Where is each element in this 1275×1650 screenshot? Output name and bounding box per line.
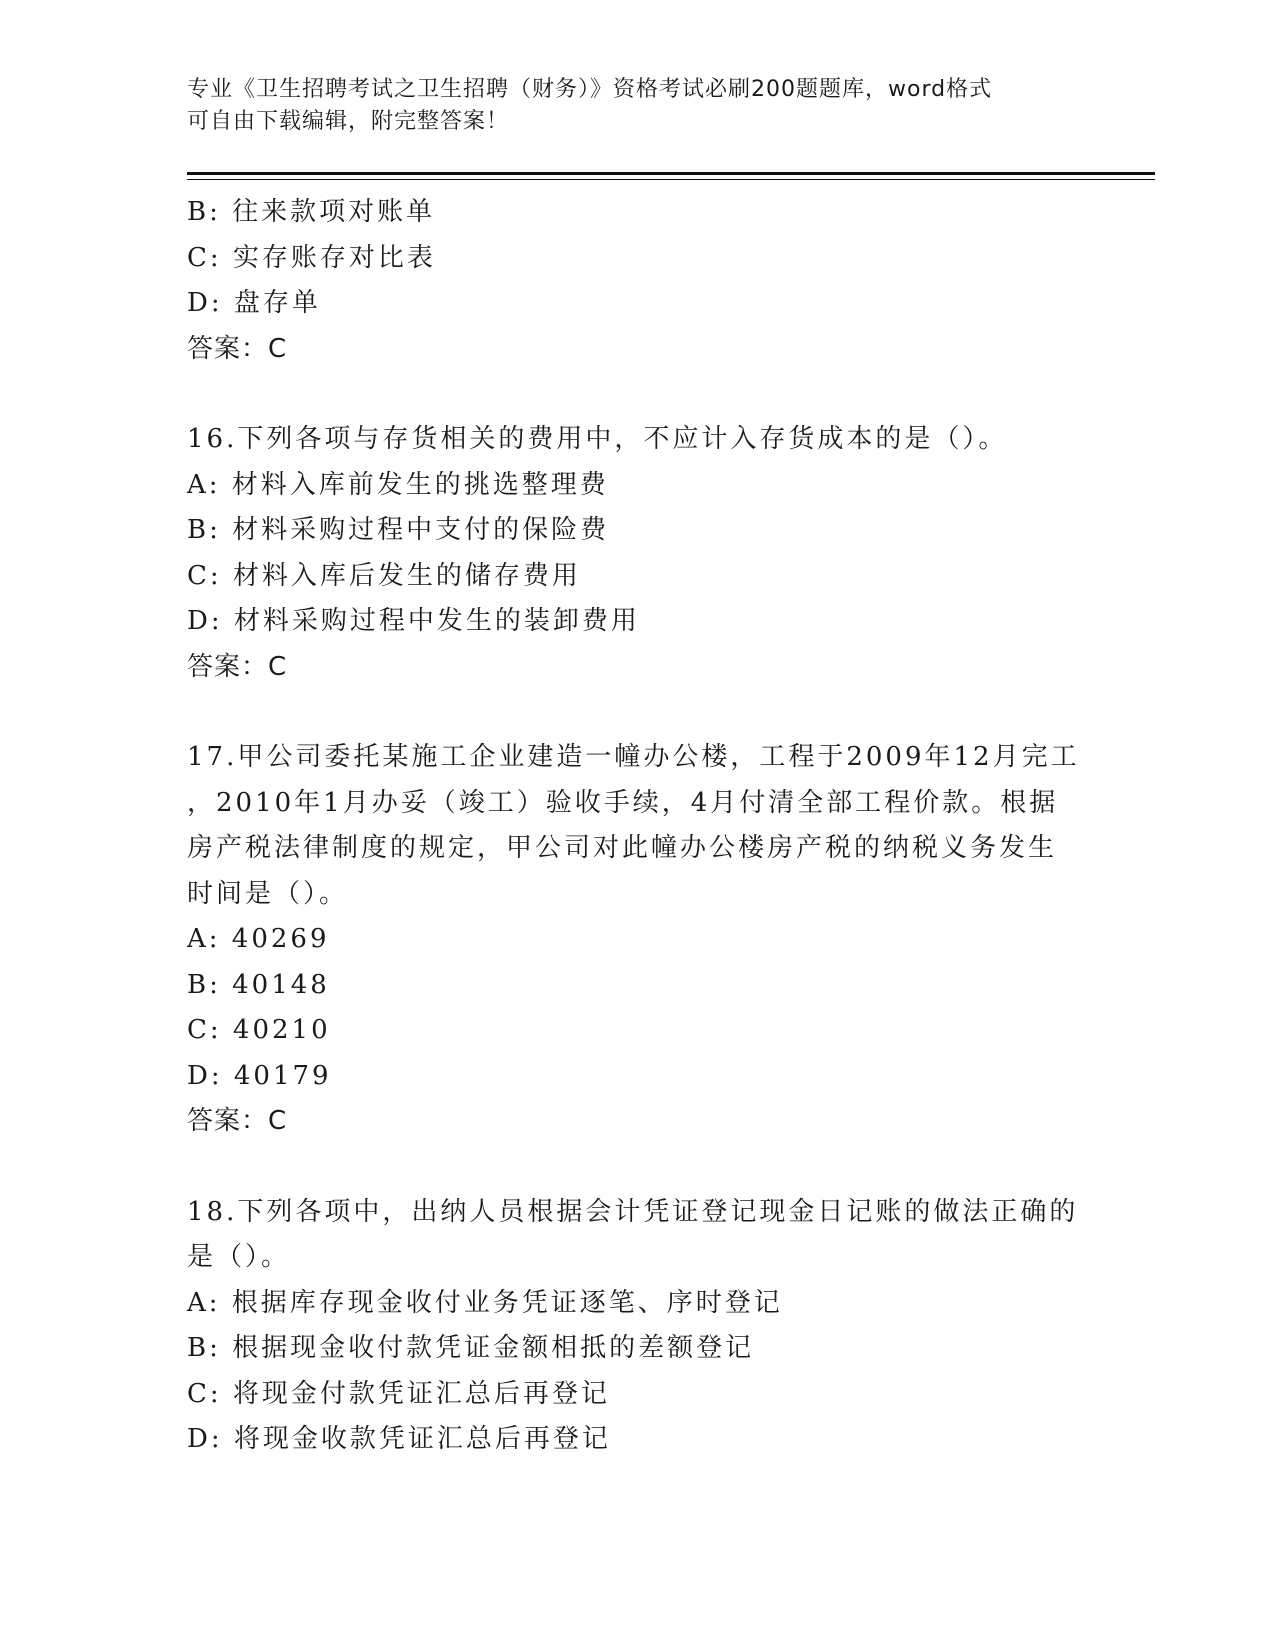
question-stem-line: 时间是（）。: [187, 878, 349, 909]
question-17: [187, 735, 1087, 1145]
option-d: D: 40179: [187, 1060, 332, 1091]
option-a: A: 根据库存现金收付业务凭证逐笔、序时登记: [187, 1287, 783, 1318]
option-c: C: 将现金付款凭证汇总后再登记: [187, 1378, 610, 1409]
question-stem-line: 16.下列各项与存货相关的费用中，不应计入存货成本的是（）。: [187, 424, 1008, 454]
question-stem-line: 18.下列各项中，出纳人员根据会计凭证登记现金日记账的做法正确的: [187, 1196, 1079, 1227]
header-line-2: 可自由下载编辑，附完整答案！: [187, 109, 510, 134]
option-d: D: 材料采购过程中发生的装卸费用: [187, 606, 640, 636]
option-a: A: 40269: [187, 924, 330, 954]
option-c: C: 40210: [187, 1015, 331, 1045]
answer-line: 答案：C: [187, 1106, 288, 1136]
option-b: B: 根据现金收付款凭证金额相抵的差额登记: [187, 1333, 755, 1363]
option-d: D: 将现金收款凭证汇总后再登记: [187, 1424, 611, 1454]
option-b: B: 往来款项对账单: [187, 197, 436, 227]
question-stem-line: 17.甲公司委托某施工企业建造一幢办公楼，工程于2009年12月完工: [187, 742, 1080, 772]
option-b: B: 40148: [187, 969, 330, 1000]
answer-line: 答案：C: [187, 333, 288, 364]
option-d: D: 盘存单: [187, 288, 321, 318]
option-c: C: 实存账存对比表: [187, 242, 436, 273]
header-rule-thick: [187, 172, 1155, 175]
option-c: C: 材料入库后发生的储存费用: [187, 560, 581, 591]
question-16: [187, 417, 1087, 690]
document-header: [187, 74, 1067, 138]
question-list: [187, 190, 1087, 1463]
option-a: A: 材料入库前发生的挑选整理费: [187, 469, 609, 500]
option-b: B: 材料采购过程中支付的保险费: [187, 515, 610, 545]
answer-line: 答案：C: [187, 651, 288, 682]
header-line-1: 专业《卫生招聘考试之卫生招聘（财务）》资格考试必刷200题题库，word格式: [187, 77, 993, 102]
question-18: [187, 1190, 1087, 1463]
question-prev: [187, 190, 1087, 372]
question-stem-line: 是（）。: [187, 1242, 291, 1272]
question-stem-line: ，2010年1月办妥（竣工）验收手续，4月付清全部工程价款。根据: [187, 787, 1059, 818]
question-stem-line: 房产税法律制度的规定，甲公司对此幢办公楼房产税的纳税义务发生: [187, 833, 1058, 863]
header-rule-thin: [187, 179, 1155, 180]
